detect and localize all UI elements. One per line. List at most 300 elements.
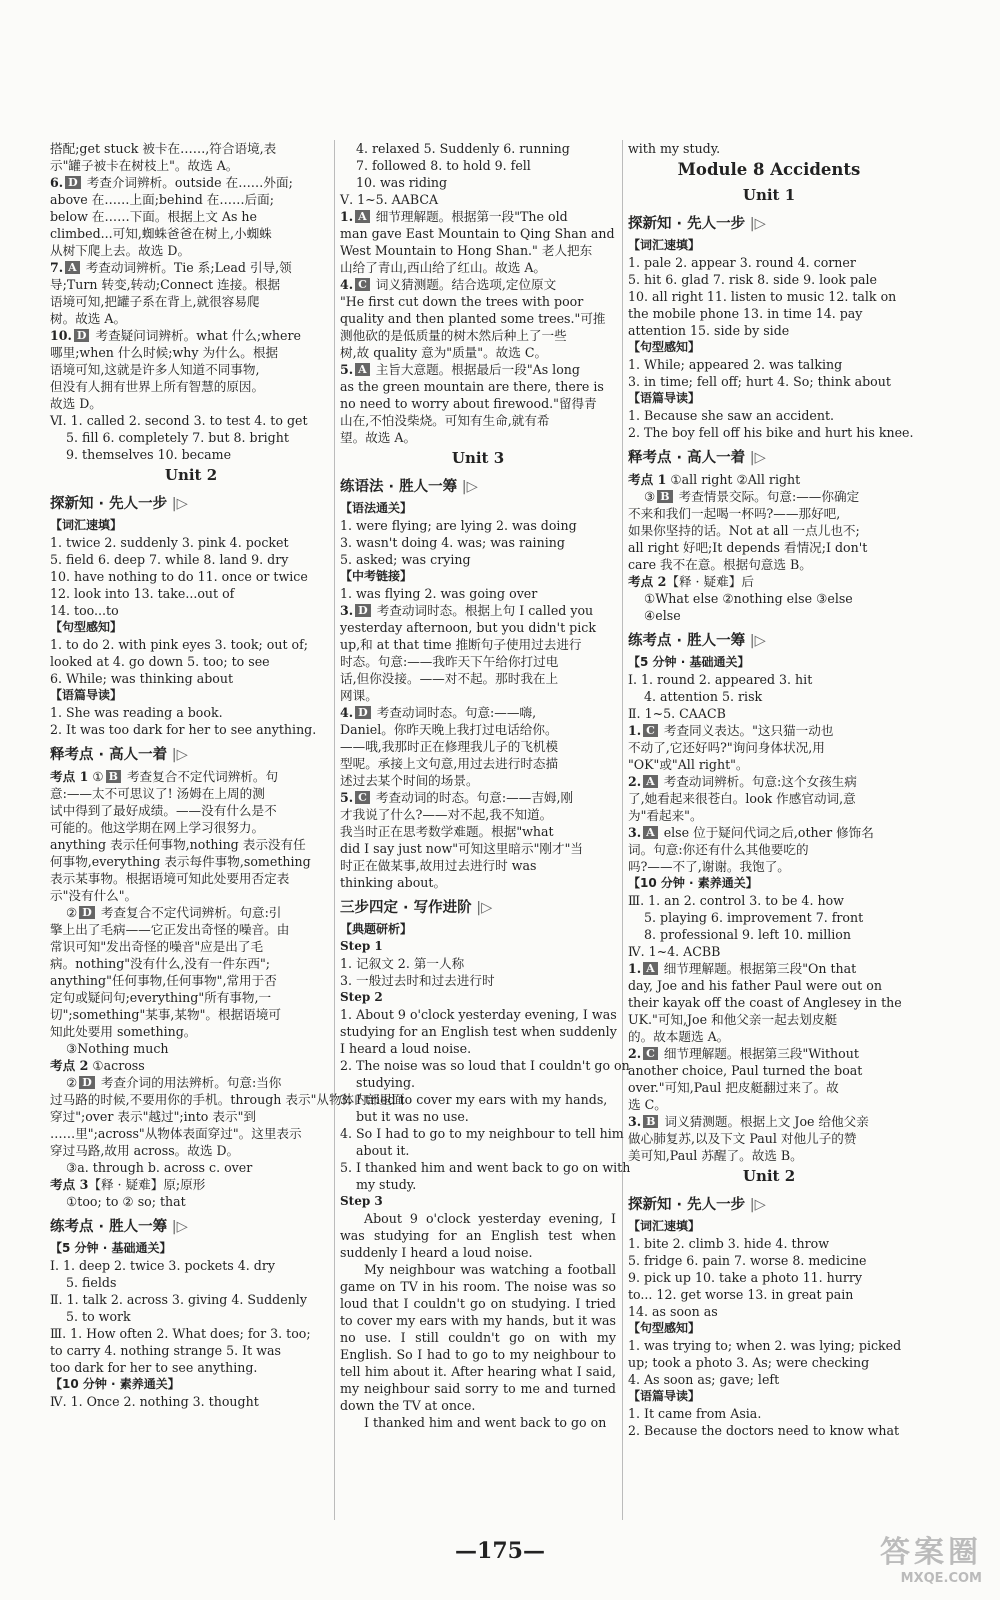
module-heading: Module 8 Accidents (677, 160, 861, 179)
subsection-tag: 【语篇导读】 (628, 391, 701, 405)
answer-line (340, 276, 616, 293)
answer-line (340, 157, 616, 174)
answer-text: 考查动词时态。根据上句 I called you (372, 603, 594, 618)
answer-line (340, 208, 616, 225)
section-heading (50, 493, 332, 515)
answer-text: 2. It was too dark for her to see anything. (50, 722, 317, 737)
answer-text: 1. was flying 2. was going over (340, 586, 538, 601)
answer-text: up; took a photo 3. As; were checking (628, 1355, 870, 1370)
answer-choice-badge: D (355, 706, 371, 719)
answer-text: 从树下爬上去。故选 D。 (50, 243, 191, 258)
answer-text: 4. So I had to go to my neighbour to tell him (340, 1126, 624, 1141)
unit-heading: Unit 2 (164, 466, 218, 484)
answer-text: 时态。句意:——我昨天下午给你打过电 (340, 654, 559, 669)
answer-line (340, 395, 616, 412)
subsection-tag: 【5 分钟 · 基础通关】 (50, 1241, 172, 1255)
answer-text: 树,故 quality 意为"质量"。故选 C。 (340, 345, 548, 360)
answer-text: below 在……下面。根据上文 As he (50, 209, 257, 224)
answer-line (340, 789, 616, 806)
answer-text: to... 12. get worse 13. in great pain (628, 1287, 854, 1302)
answer-text: quality and then planted some trees."可推 (340, 311, 606, 326)
answer-text: 3. wasn't doing 4. was; was raining (340, 535, 565, 550)
answer-line (628, 943, 910, 960)
answer-text: 2. The boy fell off his bike and hurt his knee. (628, 425, 914, 440)
answer-text: 故选 D。 (50, 396, 102, 411)
answer-text: 的。故本题选 A。 (628, 1029, 730, 1044)
answer-text: over."可知,Paul 把皮艇翻过来了。故 (628, 1080, 839, 1095)
answer-choice-badge: D (65, 176, 81, 189)
section-heading (628, 447, 910, 469)
section-arrow-icon: |▷ (745, 633, 766, 649)
answer-line (50, 721, 332, 738)
answer-text: 试中得到了最好成绩。——没有什么是不 (50, 803, 277, 818)
answer-text: 1. While; appeared 2. was talking (628, 357, 843, 372)
answer-line (50, 670, 332, 687)
answer-text: but it was no use. (356, 1109, 469, 1124)
answer-line (340, 310, 616, 327)
answer-line (340, 1074, 616, 1091)
answer-line (628, 140, 910, 157)
answer-text: West Mountain to Hong Shan." 老人把东 (340, 243, 593, 258)
answer-line (628, 1422, 910, 1439)
answer-choice-badge: B (643, 1115, 658, 1128)
answer-text: 3. 一般过去时和过去进行时 (340, 973, 495, 988)
answer-text: 擎上出了毛病——它正发出奇怪的噪音。由 (50, 922, 290, 937)
answer-text: Ⅱ. 1~5. CAACB (628, 706, 726, 721)
answer-column-right (628, 140, 914, 1439)
answer-text: yesterday afternoon, but you didn't pick (340, 620, 596, 635)
answer-text: 考查动词辨析。Tie 系;Lead 引导,领 (81, 260, 292, 275)
answer-text: Ⅱ. 1. talk 2. across 3. giving 4. Suddenly (50, 1292, 307, 1307)
answer-text: 词义猜测题。根据上文 Joe 给他父亲 (660, 1114, 869, 1129)
section-arrow-icon: |▷ (745, 216, 766, 232)
answer-text: 4. relaxed 5. Suddenly 6. running (356, 141, 570, 156)
answer-text: 主旨大意题。根据最后一段"As long (371, 362, 580, 377)
section-heading (628, 630, 910, 652)
answer-text: UK."可知,Joe 和他父亲一起去划皮艇 (628, 1012, 838, 1027)
section-title: 探新知 · 先人一步 (628, 1197, 746, 1213)
step-label: Step 3 (340, 1194, 383, 1208)
section-title: 三步四定 · 写作进阶 (340, 900, 472, 916)
answer-text: Ⅵ. 1. called 2. second 3. to test 4. to get (50, 413, 308, 428)
answer-text: 定句或疑问句;everything"所有事物,一 (50, 990, 272, 1005)
answer-line (340, 412, 616, 429)
answer-line (340, 225, 616, 242)
answer-text: climbed...可知,蜘蛛爸爸在树上,小蜘蛛 (50, 226, 272, 241)
answer-line (628, 1269, 910, 1286)
answer-line (340, 1159, 631, 1176)
answer-text: 示"没有什么"。 (50, 888, 138, 903)
answer-line (628, 773, 910, 790)
answer-line (340, 1108, 616, 1125)
question-number: 7. (50, 260, 64, 275)
answer-text: 12. look into 13. take...out of (50, 586, 235, 601)
answer-line (628, 1405, 910, 1422)
answer-line (628, 807, 910, 824)
answer-line (340, 327, 616, 344)
answer-text: 述过去某个时间的场景。 (340, 773, 479, 788)
answer-text: 2. Because the doctors need to know what (628, 1423, 900, 1438)
watermark-logo (880, 1527, 982, 1586)
answer-line (340, 517, 616, 534)
answer-line (628, 1079, 910, 1096)
question-number: 2. (628, 1046, 642, 1061)
subsection-tag: 【句型感知】 (628, 340, 701, 354)
question-number: 3. (340, 603, 354, 618)
answer-text: Daniel。你昨天晚上我打过电话给你。 (340, 722, 558, 737)
section-arrow-icon: |▷ (167, 1219, 188, 1235)
answer-line (50, 585, 332, 602)
answer-line (50, 534, 332, 551)
answer-text: care 我不在意。根据句意选 B。 (628, 557, 812, 572)
answer-choice-badge: D (355, 604, 371, 617)
question-number: 5. (340, 790, 354, 805)
answer-text: Ⅰ. 1. deep 2. twice 3. pockets 4. dry (50, 1258, 275, 1273)
answer-line (50, 242, 332, 259)
answer-text: 3. I tried to cover my ears with my hands, (340, 1092, 608, 1107)
answer-text: 9. themselves 10. became (66, 447, 232, 462)
answer-line (340, 1125, 624, 1142)
answer-choice-badge: C (355, 791, 370, 804)
answer-line (340, 1142, 616, 1159)
answer-line (628, 960, 910, 977)
answer-line (50, 1359, 332, 1376)
answer-line (50, 1023, 332, 1040)
answer-text: anything"任何事物,任何事物",常用于否 (50, 973, 277, 988)
answer-line (628, 356, 910, 373)
answer-line (628, 1303, 910, 1320)
answer-line (628, 522, 910, 539)
answer-text: 5. playing 6. improvement 7. front (644, 910, 864, 925)
question-number: 4. (340, 705, 354, 720)
answer-text: Ⅳ. 1. Once 2. nothing 3. thought (50, 1394, 259, 1409)
answer-text: 何事物,everything 表示每件事物,something (50, 854, 311, 869)
answer-line (340, 602, 616, 619)
answer-text: 话,但你没接。——对不起。那时我在上 (340, 671, 559, 686)
answer-line (50, 1393, 332, 1410)
answer-line (628, 590, 910, 607)
subsection-tag: 【词汇速填】 (50, 518, 123, 532)
answer-line (628, 688, 910, 705)
answer-line (628, 424, 914, 441)
answer-text: 表示某事物。根据语境可知此处要用否定表 (50, 871, 290, 886)
answer-line (50, 819, 332, 836)
answer-line (628, 841, 910, 858)
answer-line (50, 602, 332, 619)
answer-line (50, 568, 332, 585)
answer-text: ①across (88, 1058, 145, 1073)
answer-text: 考查动词时态。句意:——嗨, (372, 705, 537, 720)
answer-text: up,和 at that time 推断句子使用过去进行 (340, 637, 582, 652)
answer-text: studying. (356, 1075, 416, 1090)
answer-text: 搭配;get stuck 被卡在……,符合语境,表 (50, 141, 277, 156)
answer-text: 知此处要用 something。 (50, 1024, 197, 1039)
answer-text: 考查动词的时态。句意:——吉姆,刚 (371, 790, 574, 805)
question-number: 2. (628, 774, 642, 789)
section-title: 释考点 · 高人一着 (50, 747, 168, 763)
answer-line (340, 1091, 616, 1108)
answer-text: 1. pale 2. appear 3. round 4. corner (628, 255, 856, 270)
answer-choice-badge: D (74, 329, 90, 342)
answer-text: with my study. (628, 141, 721, 156)
answer-line (628, 322, 910, 339)
section-heading (50, 1216, 332, 1238)
answer-text: 5. to work (66, 1309, 131, 1324)
answer-line (628, 305, 910, 322)
answer-line (50, 653, 332, 670)
answer-text: the mobile phone 13. in time 14. pay (628, 306, 863, 321)
answer-text: I heard a loud noise. (340, 1041, 472, 1056)
answer-text: 1. bite 2. climb 3. hide 4. throw (628, 1236, 830, 1251)
answer-line (50, 1125, 332, 1142)
answer-line (340, 1057, 630, 1074)
answer-text: ①too; to ② so; that (66, 1194, 186, 1209)
answer-line (50, 310, 332, 327)
answer-text: 为"看起来"。 (628, 808, 703, 823)
answer-line (50, 412, 332, 429)
answer-text: 语境可知,把罐子系在背上,就很容易爬 (50, 294, 260, 309)
subsection-tag: 【语篇导读】 (50, 688, 123, 702)
answer-line (50, 768, 332, 785)
answer-line (628, 1062, 910, 1079)
answer-line (628, 288, 910, 305)
answer-text: 9. pick up 10. take a photo 11. hurry (628, 1270, 862, 1285)
answer-text: Ⅲ. 1. an 2. control 3. to be 4. how (628, 893, 844, 908)
answer-line (50, 259, 332, 276)
answer-text: 14. as soon as (628, 1304, 718, 1319)
answer-text: 测他砍的是低质量的树木然后种上了一些 (340, 328, 567, 343)
answer-line (50, 921, 332, 938)
answer-line (628, 790, 910, 807)
answer-line (340, 585, 616, 602)
question-number: 4. (340, 277, 354, 292)
answer-line (340, 704, 616, 721)
question-number: 1. (628, 723, 642, 738)
answer-text: above 在……上面;behind 在……后面; (50, 192, 274, 207)
section-title: 练考点 · 胜人一筹 (50, 1219, 168, 1235)
answer-line (340, 361, 616, 378)
answer-line (50, 446, 332, 463)
answer-text: 网课。 (340, 688, 378, 703)
answer-line (628, 488, 910, 505)
answer-text: 考查动词辨析。句意:这个女孩生病 (659, 774, 857, 789)
answer-choice-badge: A (643, 826, 658, 839)
answer-line (340, 840, 616, 857)
answer-text: 1. were flying; are lying 2. was doing (340, 518, 577, 533)
answer-text: ③Nothing much (66, 1041, 169, 1056)
answer-choice-badge: A (643, 775, 658, 788)
essay-paragraph: About 9 o'clock yesterday evening, I was studying for an English test when suddenly I heard a loud noise. (340, 1211, 616, 1260)
answer-line (50, 378, 332, 395)
answer-text: 做心肺复苏,以及下文 Paul 对他儿子的赞 (628, 1131, 857, 1146)
answer-line (628, 271, 910, 288)
answer-text: attention 15. side by side (628, 323, 790, 338)
answer-text: about it. (356, 1143, 410, 1158)
question-number: 10. (50, 328, 72, 343)
answer-line (628, 505, 910, 522)
subsection-tag: 【中考链接】 (340, 569, 413, 583)
answer-line (50, 1325, 332, 1342)
answer-line (340, 1040, 616, 1057)
unit-heading: Unit 3 (451, 449, 505, 467)
answer-text: did I say just now"可知这里暗示"刚才"当 (340, 841, 583, 856)
watermark-url: MXQE.COM (900, 1571, 982, 1586)
answer-line (50, 636, 332, 653)
answer-line (628, 539, 910, 556)
answer-line (340, 242, 616, 259)
answer-text: 1. Because she saw an accident. (628, 408, 835, 423)
answer-line (50, 1159, 332, 1176)
answer-line (50, 1040, 332, 1057)
answer-text: ③a. through b. across c. over (66, 1160, 253, 1175)
answer-line (50, 1074, 332, 1091)
answer-text: no need to worry about firewood."留得青 (340, 396, 597, 411)
answer-line (50, 551, 332, 568)
answer-line (628, 1252, 910, 1269)
answer-line (50, 1291, 332, 1308)
answer-line (340, 140, 616, 157)
answer-line (340, 874, 616, 891)
answer-text: ……里";across"从物体表面穿过"。这里表示 (50, 1126, 302, 1141)
subsection-tag: 【词汇速填】 (628, 1219, 701, 1233)
answer-choice-badge: C (355, 278, 370, 291)
answer-line (340, 806, 616, 823)
answer-line (628, 556, 910, 573)
answer-text: 10. all right 11. listen to music 12. talk on (628, 289, 897, 304)
answer-text: 如果你坚持的话。Not at all 一点儿也不; (628, 523, 860, 538)
answer-line (628, 1096, 910, 1113)
column-divider (334, 140, 335, 1520)
answer-text: 山在,不怕没柴烧。可知有生命,就有希 (340, 413, 550, 428)
answer-text: 细节理解题。根据第三段"On that (659, 961, 857, 976)
subsection-tag: 【10 分钟 · 素养通关】 (50, 1377, 180, 1391)
section-heading (340, 897, 616, 919)
answer-line (628, 671, 910, 688)
answer-choice-badge: A (355, 363, 370, 376)
answer-line (340, 534, 616, 551)
section-arrow-icon: |▷ (457, 479, 478, 495)
answer-line (50, 1274, 332, 1291)
answer-text: 穿过";over 表示"越过";into 表示"到 (50, 1109, 256, 1124)
answer-text: 吗?——不了,谢谢。我饱了。 (628, 859, 790, 874)
answer-choice-badge: A (65, 261, 80, 274)
answer-line (340, 259, 616, 276)
answer-text: Ⅰ. 1. round 2. appeared 3. hit (628, 672, 813, 687)
answer-text: 5. asked; was crying (340, 552, 471, 567)
answer-text: 我当时正在思考数学难题。根据"what (340, 824, 554, 839)
answer-line (340, 1023, 616, 1040)
answer-line (628, 1130, 910, 1147)
answer-line (628, 254, 910, 271)
answer-text: 词。句意:你还有什么其他要吃的 (628, 842, 809, 857)
section-title: 探新知 · 先人一步 (628, 216, 746, 232)
answer-text: ①all right ②All right (666, 472, 801, 487)
answer-line (340, 1006, 616, 1023)
answer-line (50, 344, 332, 361)
answer-text: 8. professional 9. left 10. million (644, 927, 851, 942)
answer-text: anything 表示任何事物,nothing 表示没有任 (50, 837, 306, 852)
answer-line (50, 989, 332, 1006)
answer-text: 可能的。他这学期在网上学习很努力。 (50, 820, 265, 835)
answer-line (340, 636, 616, 653)
answer-text: else 位于疑问代词之后,other 修饰名 (659, 825, 874, 840)
answer-line (340, 653, 616, 670)
answer-line (628, 1371, 910, 1388)
answer-line (628, 1147, 910, 1164)
answer-line (340, 755, 616, 772)
answer-line (50, 870, 332, 887)
answer-line (628, 705, 910, 722)
answer-line (628, 1235, 910, 1252)
answer-text: 1. was trying to; when 2. was lying; picked (628, 1338, 902, 1353)
answer-choice-badge: A (643, 962, 658, 975)
answer-text: 美可知,Paul 苏醒了。故选 B。 (628, 1148, 803, 1163)
unit-heading: Unit 2 (742, 1167, 796, 1185)
answer-line (50, 191, 332, 208)
answer-text: 不动了,它还好吗?"询问身体状况,用 (628, 740, 825, 755)
answer-text: 穿过马路,故用 across。故选 D。 (50, 1143, 240, 1158)
key-point-label: 考点 3 (50, 1177, 89, 1192)
section-arrow-icon: |▷ (471, 900, 493, 916)
answer-line (628, 607, 910, 624)
answer-line (628, 1011, 910, 1028)
answer-line (50, 1108, 332, 1125)
question-number: 5. (340, 362, 354, 377)
answer-line (50, 955, 332, 972)
answer-line (50, 208, 332, 225)
answer-line (628, 573, 910, 590)
answer-line (628, 373, 910, 390)
answer-line (628, 1028, 910, 1045)
answer-line (340, 619, 616, 636)
watermark-text: 答案圈 (880, 1535, 982, 1570)
answer-text: 10. have nothing to do 11. once or twice (50, 569, 308, 584)
subsection-tag: 【句型感知】 (628, 1321, 701, 1335)
answer-line (50, 276, 332, 293)
answer-line (340, 687, 616, 704)
answer-text: 5. hit 6. glad 7. risk 8. side 9. look pale (628, 272, 877, 287)
answer-line (340, 738, 616, 755)
column-divider (622, 140, 623, 1520)
answer-line (50, 1176, 332, 1193)
answer-line (628, 892, 910, 909)
answer-text: 14. too...to (50, 603, 119, 618)
answer-text: 但没有人拥有世界上所有智慧的原因。 (50, 379, 265, 394)
answer-text: 示"罐子被卡在树枝上"。故选 A。 (50, 158, 239, 173)
answer-choice-badge: B (657, 490, 672, 503)
answer-text: 5. I thanked him and went back to go on with (340, 1160, 631, 1175)
answer-text: all right 好吧;It depends 看情况;I don't (628, 540, 868, 555)
answer-text: man gave East Mountain to Qing Shan and (340, 226, 615, 241)
answer-text: 5. fields (66, 1275, 117, 1290)
answer-line (50, 1257, 332, 1274)
answer-text: 1. She was reading a book. (50, 705, 223, 720)
section-title: 释考点 · 高人一着 (628, 450, 746, 466)
answer-text: as the green mountain are there, there is (340, 379, 604, 394)
answer-line (628, 926, 910, 943)
section-arrow-icon: |▷ (167, 747, 188, 763)
step-label: Step 1 (340, 939, 383, 953)
answer-text: 不来和我们一起喝一杯吗?——那好吧, (628, 506, 841, 521)
section-heading (50, 744, 332, 766)
answer-line (50, 140, 332, 157)
question-number: 6. (50, 175, 64, 190)
page-number: —175— (455, 1538, 545, 1564)
answer-column-middle (340, 140, 631, 1431)
answer-text: 1. twice 2. suddenly 3. pink 4. pocket (50, 535, 289, 550)
essay-paragraph: I thanked him and went back to go on (364, 1415, 607, 1430)
answer-line (628, 1337, 910, 1354)
